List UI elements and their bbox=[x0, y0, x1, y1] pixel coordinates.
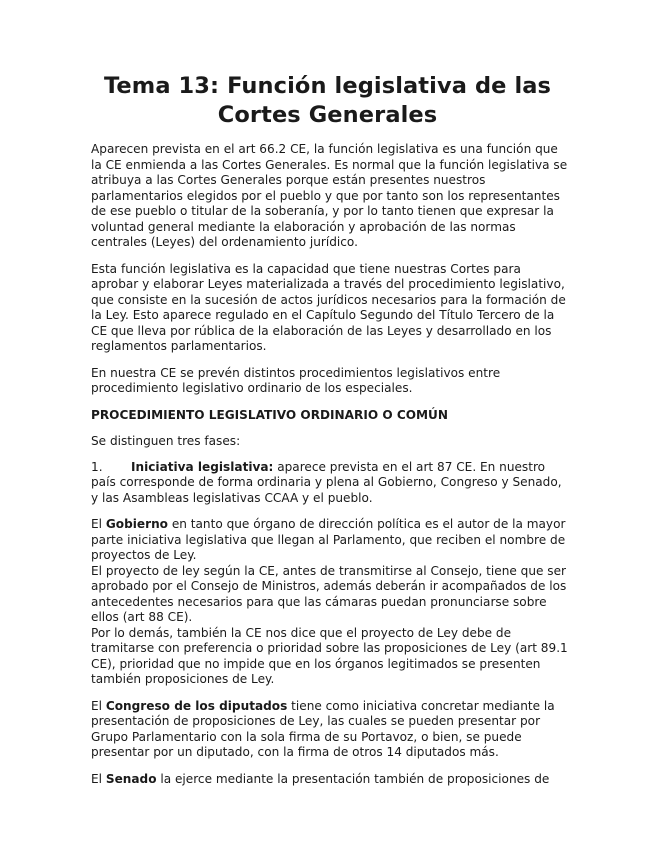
paragraph-congreso: El Congreso de los diputados tiene como iniciativa concretar mediante la presentación de proposiciones de Ley, las cuales se pueden presentar por Grupo Parlamentario con la sola firma de su Portavoz, o bien, se puede presentar por un diputado, con la firma de otros 14 diputados más. bbox=[91, 698, 555, 759]
paragraph-intro: Aparecen prevista en el art 66.2 CE, la función legislativa es una función que la CE enmienda a las Cortes Generales. Es normal que la función legislativa se atribuya a las Cortes Generales porque están presentes nuestros parlamentarios elegidos por el pueblo y que por tanto son los representantes de ese pueblo o titular de la soberanía, y por lo tanto tienen que expresar la voluntad general mediante la elaboración y aprobación de las normas centrales (Leyes) del ordenamiento jurídico. bbox=[91, 142, 568, 249]
section-heading: PROCEDIMIENTO LEGISLATIVO ORDINARIO O COMÚN bbox=[91, 407, 448, 422]
paragraph-definition: Esta función legislativa es la capacidad que tiene nuestras Cortes para aprobar y elaborar Leyes materializada a través del procedimiento legislativo, que consiste en la sucesión de actos jurídicos necesarios para la formación de la Ley. Esto aparece regulado en el Capítulo Segundo del Título Tercero de la CE que lleva por rública de la elaboración de las Leyes y desarrollado en los reglamentos parlamentarios. bbox=[91, 261, 566, 353]
term-congreso: Congreso de los diputados bbox=[105, 698, 288, 713]
term-gobierno: Gobierno bbox=[105, 517, 168, 531]
paragraph-prioridad: Por lo demás, también la CE nos dice que el proyecto de Ley debe de tramitarse con preferencia o prioridad sobre las proposiciones de Ley (art 89.1 CE), prioridad que no impide que en los órganos legitimados se presenten también proposiciones de Ley. bbox=[91, 625, 568, 686]
list-item-iniciativa bbox=[91, 460, 569, 507]
document-body bbox=[91, 142, 569, 787]
list-item-number: 1. bbox=[91, 459, 103, 474]
paragraph-procedures: En nuestra CE se prevén distintos procedimientos legislativos entre procedimiento legislativo ordinario de los especiales. bbox=[91, 365, 501, 395]
paragraph-gobierno: El Gobierno en tanto que órgano de dirección política es el autor de la mayor parte iniciativa legislativa que llegan al Parlamento, que reciben el nombre de proyectos de Ley. bbox=[91, 517, 566, 562]
list-item-text: aparece prevista en el art 87 CE. En nuestro país corresponde de forma ordinaria y plena al Gobierno, Congreso y Senado, y las Asambleas legislativas CCAA y el pueblo. bbox=[91, 459, 562, 505]
paragraph-senado: El Senado la ejerce mediante la presentación también de proposiciones de bbox=[91, 771, 550, 786]
document-title: Tema 13: Función legislativa de las Cortes Generales bbox=[103, 73, 552, 128]
term-senado: Senado bbox=[105, 771, 157, 786]
paragraph-phases-intro: Se distinguen tres fases: bbox=[91, 434, 241, 448]
list-item-label: Iniciativa legislativa: bbox=[131, 459, 274, 474]
paragraph-proyecto: El proyecto de ley según la CE, antes de transmitirse al Consejo, tiene que ser aprobado por el Consejo de Ministros, además deberán ir acompañados de los antecedentes necesarios para que las cámaras puedan pronunciarse sobre ellos (art 88 CE). bbox=[91, 563, 567, 624]
